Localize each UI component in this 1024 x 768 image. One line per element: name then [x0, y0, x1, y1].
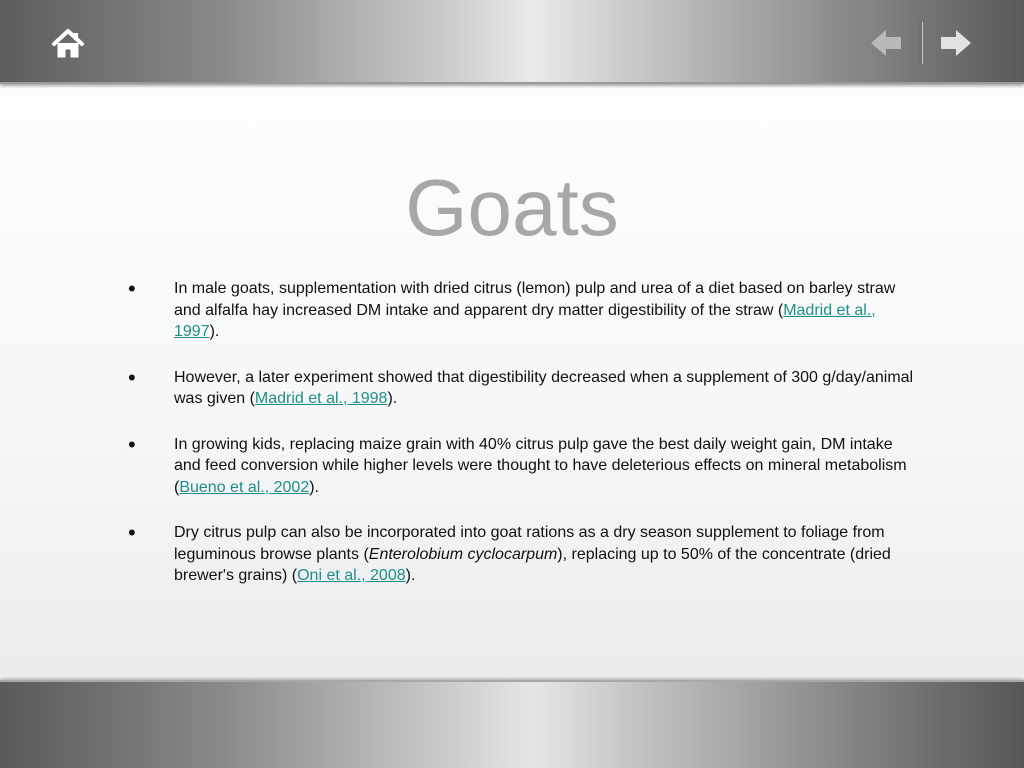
species-name: Enterolobium cyclocarpum — [368, 545, 558, 563]
slide-title: Goats — [405, 162, 619, 252]
bullet-dot: • — [128, 431, 136, 457]
bullet-dot: • — [128, 276, 136, 301]
bullet-item — [128, 522, 918, 587]
home-button[interactable] — [50, 26, 86, 62]
bullet-text-end: ). — [405, 567, 416, 584]
home-icon — [51, 28, 85, 60]
arrow-left-icon — [869, 28, 903, 58]
bullet-dot: • — [128, 364, 136, 390]
citation-link[interactable]: Madrid et al., 1998 — [254, 390, 388, 407]
top-toolbar — [0, 0, 1024, 84]
bullet-text: In growing kids, replacing maize grain with 40% citrus pulp gave the best daily weight gain, DM intake and feed conversion while higher levels were thought to have deleterious effects on mineral metabolism ( — [174, 435, 907, 496]
bullet-dot: • — [128, 520, 136, 545]
next-slide-button[interactable] — [936, 26, 976, 60]
bullet-text: In male goats, supplementation with dried citrus (lemon) pulp and urea of a diet based on barley straw and alfalfa hay increased DM intake and apparent dry matter digestibility of the straw ( — [174, 280, 896, 319]
previous-slide-button[interactable] — [866, 26, 906, 60]
citation-link[interactable]: Madrid et al., 1997 — [174, 301, 876, 340]
bullet-text: However, a later experiment showed that digestibility decreased when a supplement of 300 g/day/animal was given ( — [174, 368, 914, 407]
bullet-text-end: ). — [387, 390, 398, 407]
bullet-item — [128, 431, 918, 499]
bullet-list — [128, 278, 918, 611]
nav-separator — [919, 22, 923, 64]
citation-link[interactable]: Bueno et al., 2002 — [179, 478, 310, 496]
bullet-text-end: ). — [209, 323, 220, 340]
arrow-right-icon — [939, 28, 973, 58]
bullet-item — [128, 278, 918, 343]
bullet-item — [128, 364, 918, 410]
bullet-text-mid: ), replacing up to 50% of the concentrate (dried brewer's grains) ( — [174, 545, 891, 584]
citation-link[interactable]: Oni et al., 2008 — [297, 567, 406, 584]
bullet-text-end: ). — [309, 478, 319, 496]
bottom-bar — [0, 680, 1024, 768]
bullet-text: Dry citrus pulp can also be incorporated into goat rations as a dry season supplement to foliage from leguminous browse plants ( — [174, 524, 885, 563]
